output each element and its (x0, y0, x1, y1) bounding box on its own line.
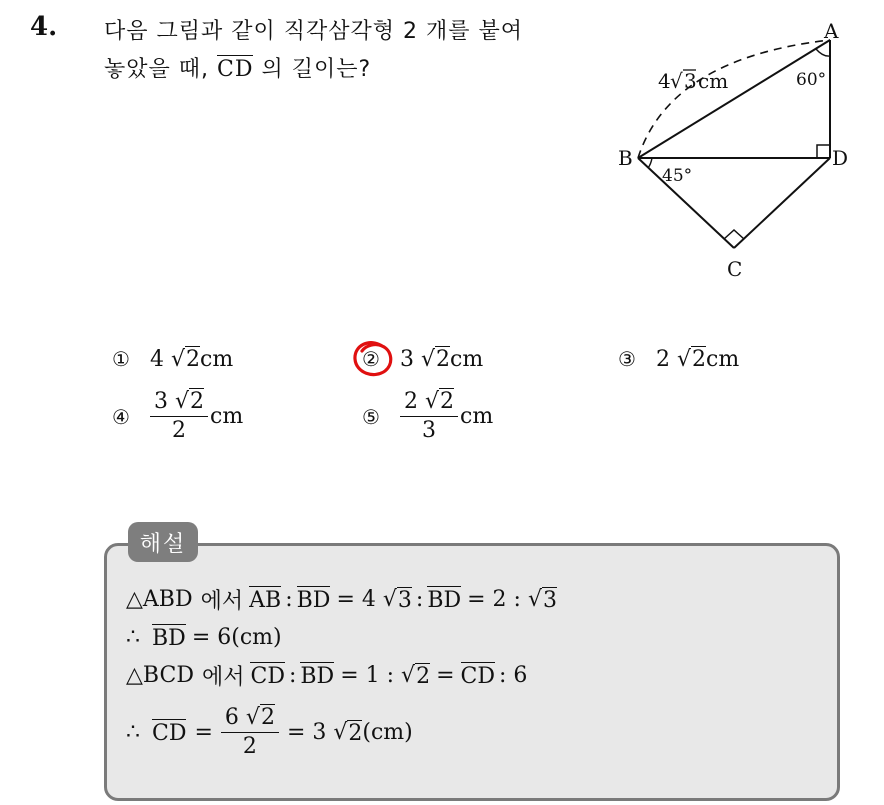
angle-b-label: 45° (662, 166, 693, 186)
sol-eq-1: = 4 (336, 587, 376, 612)
choice-3-unit: cm (706, 346, 740, 372)
ab-length-rad: 3 (684, 69, 697, 93)
choice-4[interactable] (112, 390, 243, 443)
label-b: B (618, 146, 633, 170)
sol-seg-cd-2: CD (460, 664, 495, 689)
sol-tail-2: (cm) (362, 720, 413, 746)
sol-eq-2: = 2 : (467, 587, 521, 612)
choice-1-number: ① (112, 347, 130, 371)
sol-rad-1: 3 (397, 587, 412, 613)
choice-5-numerator: 2 √2 (400, 390, 458, 417)
choice-3[interactable]: ③ 2 √ 2 cm (618, 346, 740, 372)
ab-length-unit: cm (698, 69, 729, 93)
sol-tail-1: : 6 (498, 663, 528, 688)
sol-tri-abd: △ABD (126, 587, 193, 612)
right-angle-mark-d (817, 145, 830, 158)
choice-5-rad: 2 (440, 389, 455, 414)
question-text-post: 의 길이는? (261, 57, 372, 82)
choice-4-rad: 2 (190, 389, 205, 414)
sol-rad-2: 3 (542, 587, 557, 613)
segment-cd (734, 158, 830, 248)
sol-eq-7: = 3 (286, 720, 327, 746)
sol-num-rad: 2 (260, 705, 275, 730)
sol-eq-3: = 6(cm) (191, 625, 282, 650)
choice-2[interactable]: ② 3 √ 2 cm (362, 346, 483, 372)
angle-arc-b (648, 158, 652, 168)
sol-fraction-denominator: 2 (242, 734, 257, 760)
choice-2-unit: cm (450, 346, 484, 372)
sol-fraction-numerator: 6 √2 (221, 706, 279, 733)
choice-5-coef: 2 (404, 389, 418, 414)
segment-ab (638, 40, 830, 158)
sol-eq-5: = (436, 663, 455, 688)
sol-colon-2: : (415, 587, 424, 612)
sqrt-symbol: √ (670, 69, 683, 93)
sol-seg-ab: AB (249, 588, 282, 613)
choice-4-number: ④ (112, 404, 130, 429)
sol-rad-4: 2 (348, 720, 363, 746)
sol-seg-cd-3: CD (152, 721, 187, 747)
sol-num-coef: 6 (224, 705, 239, 730)
solution-line2 (126, 624, 282, 651)
sol-rad-3: 2 (416, 663, 431, 689)
label-d: D (832, 146, 849, 170)
choice-5-number: ⑤ (362, 404, 380, 429)
ab-length-coef: 4 (658, 69, 671, 93)
solution-line1: △ABD 에서 AB : BD = 4 √ 3 : BD = 2 : √ 3 (126, 584, 557, 615)
choice-5-unit: cm (460, 404, 494, 430)
sol-seg-bd-3: BD (152, 626, 186, 651)
angle-arc-a (816, 49, 830, 56)
sol-tri-bcd: △BCD (126, 663, 194, 688)
choice-4-denominator: 2 (172, 418, 186, 444)
choice-3-rad: 2 (692, 347, 707, 372)
choice-2-coef: 3 (400, 346, 414, 372)
choice-4-fraction (150, 390, 208, 443)
solution-tag: 해설 (128, 522, 198, 562)
sol-word-2: 에서 (201, 665, 245, 690)
sol-colon-1: : (285, 587, 293, 612)
solution-line4: ∴ CD = $\frac{6 √2}{2}$ = 3 √ 2 (cm) (126, 705, 413, 760)
sol-seg-cd-1: CD (250, 664, 285, 689)
choice-2-number (362, 347, 400, 371)
choice-3-coef: 2 (656, 346, 670, 372)
sol-eq-6: = (194, 720, 213, 746)
choice-1-rad: 2 (186, 347, 201, 372)
answer-mark-circle (352, 339, 396, 381)
choice-4-unit: cm (210, 404, 244, 430)
choice-1-coef: 4 (150, 346, 164, 372)
choice-5-fraction (400, 390, 458, 443)
angle-a-label: 60° (796, 70, 827, 90)
choice-4-numerator: 3 √2 (150, 390, 208, 417)
choice-5-denominator: 3 (422, 418, 436, 444)
choice-3-number: ③ (618, 347, 636, 371)
sol-seg-bd-2: BD (427, 588, 462, 613)
sol-eq-4: = 1 : (340, 663, 395, 688)
label-a: A (824, 19, 839, 43)
sol-colon-3: : (288, 663, 297, 688)
sol-fraction (221, 706, 279, 759)
question-text-line2 (104, 52, 371, 83)
choice-2-number-text: ② (362, 347, 380, 371)
choice-5[interactable] (362, 390, 493, 443)
choice-2-rad: 2 (436, 347, 451, 372)
choice-4-coef: 3 (154, 389, 168, 414)
choice-1[interactable]: ① 4 √ 2 cm (112, 346, 234, 372)
label-c: C (727, 257, 743, 281)
question-number: 4. (30, 12, 58, 42)
sol-seg-bd-4: BD (300, 664, 335, 689)
choice-1-unit: cm (200, 346, 234, 372)
sol-therefore-1: ∴ (126, 625, 140, 650)
sol-seg-bd-1: BD (296, 588, 331, 613)
question-text-pre: 놓았을 때, (104, 57, 209, 82)
sol-word-1: 에서 (200, 589, 244, 614)
right-angle-mark-c (724, 230, 744, 239)
question-text-line1: 다음 그림과 같이 직각삼각형 2 개를 붙여 (104, 19, 523, 44)
triangle-figure (600, 18, 870, 288)
segment-cd-label: CD (217, 57, 254, 82)
solution-line3: △BCD 에서 CD : BD = 1 : √ 2 = CD : 6 (126, 660, 527, 691)
sol-therefore-2: ∴ (126, 720, 140, 746)
